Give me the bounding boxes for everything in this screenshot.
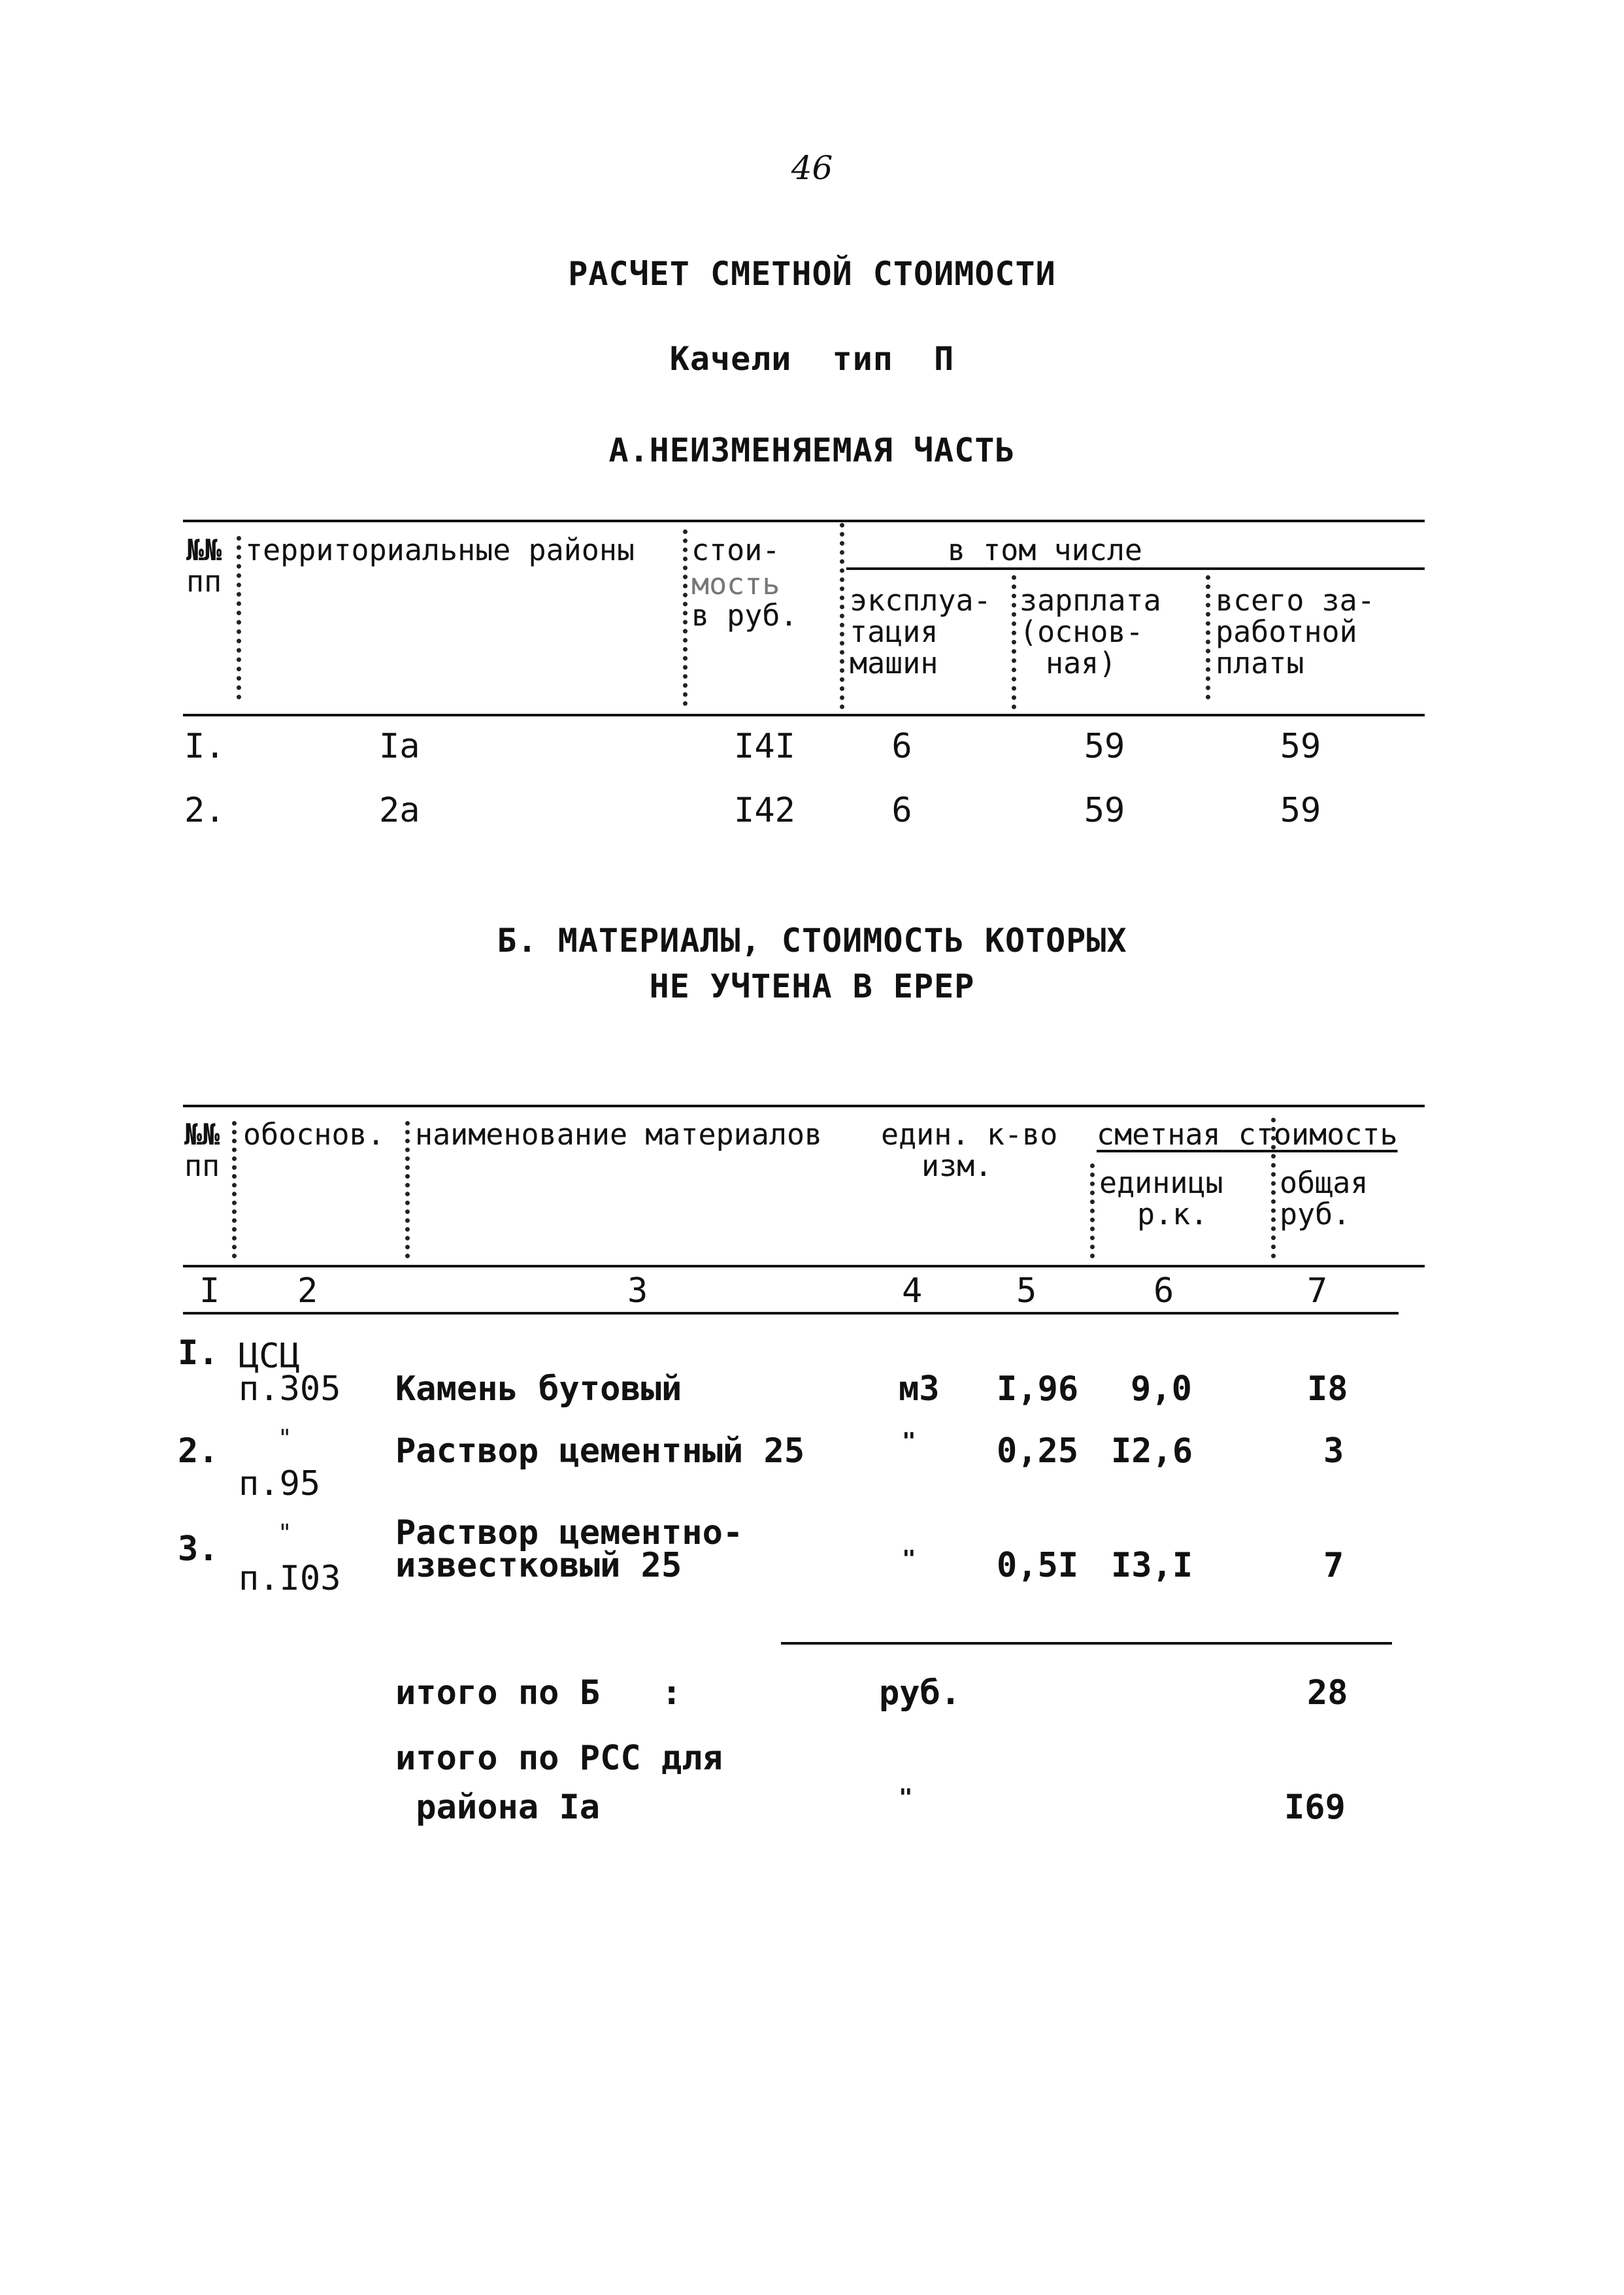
row-number: 2. <box>184 791 225 830</box>
district: Iа <box>379 727 420 766</box>
unit-cost: I3,I <box>1111 1546 1193 1585</box>
basis-item: п.305 <box>239 1369 341 1409</box>
column-divider <box>237 536 241 699</box>
column-divider <box>1090 1164 1095 1258</box>
header-basis: обоснов. <box>243 1117 385 1152</box>
district: 2а <box>379 791 420 830</box>
material-name-2: известковый 25 <box>395 1546 682 1585</box>
header-unit-cost-1: единицы <box>1099 1165 1223 1200</box>
total-cost: 3 <box>1323 1432 1344 1471</box>
totals-rule <box>781 1642 1392 1645</box>
table-a-header-rule <box>183 714 1425 716</box>
header-districts: территориальные районы <box>245 533 635 567</box>
column-number: 6 <box>1153 1271 1174 1311</box>
salary: 59 <box>1084 727 1125 766</box>
header-salary-2: (основ- <box>1019 614 1144 649</box>
cost: I42 <box>734 791 795 830</box>
cost: I4I <box>734 727 795 766</box>
row-number: 3. <box>178 1530 219 1569</box>
basis-source: ЦСЦ <box>239 1337 300 1376</box>
unit: " <box>902 1546 916 1573</box>
material-name: Камень бутовый <box>395 1369 682 1409</box>
unit-cost: 9,0 <box>1131 1369 1192 1409</box>
unit: м3 <box>899 1369 940 1409</box>
total-b-value: 28 <box>1307 1673 1348 1713</box>
column-divider <box>1206 575 1210 699</box>
header-quantity: к-во <box>987 1117 1058 1152</box>
header-cost-3: в руб. <box>691 598 798 633</box>
column-divider <box>405 1121 410 1258</box>
header-unit-2: изм. <box>921 1148 993 1183</box>
header-total-1: всего за- <box>1216 583 1375 618</box>
unit-cost: I2,6 <box>1111 1432 1193 1471</box>
header-num: №№ <box>184 1117 220 1152</box>
header-total-3: платы <box>1216 646 1304 680</box>
section-b-title-2: НЕ УЧТЕНА В ЕРЕР <box>649 967 975 1005</box>
column-divider <box>683 529 688 706</box>
header-exploitation-1: эксплуа- <box>850 583 991 618</box>
total-rss-label: итого по РСС для <box>395 1739 723 1778</box>
table-a-sub-rule <box>846 567 1425 570</box>
table-b-top-rule <box>183 1105 1425 1107</box>
row-number: I. <box>178 1333 219 1373</box>
header-including: в том числе <box>948 533 1143 567</box>
column-number: I <box>199 1271 220 1311</box>
column-divider <box>232 1121 237 1258</box>
header-material-name: наименование материалов <box>415 1117 823 1152</box>
quantity: 0,25 <box>997 1432 1079 1471</box>
header-exploitation-2: тация <box>850 614 938 649</box>
unit: " <box>902 1428 916 1455</box>
header-exploitation-3: машин <box>850 646 938 680</box>
total-rss-value: I69 <box>1284 1788 1346 1827</box>
table-b-numbers-rule <box>183 1312 1399 1315</box>
document-subtitle: Качели тип П <box>669 340 955 378</box>
header-salary-1: зарплата <box>1019 583 1161 618</box>
column-divider <box>840 523 844 709</box>
table-b-header-rule <box>183 1265 1425 1267</box>
section-b-title-1: Б. МАТЕРИАЛЫ, СТОИМОСТЬ КОТОРЫХ <box>497 922 1127 960</box>
total-b-label: итого по Б : <box>395 1673 682 1713</box>
header-total-cost-2: руб. <box>1280 1197 1351 1231</box>
header-salary-3: ная) <box>1046 646 1117 680</box>
header-unit-1: един. <box>881 1117 970 1152</box>
salary: 59 <box>1084 791 1125 830</box>
total-cost: I8 <box>1307 1369 1348 1409</box>
header-total-cost-1: общая <box>1280 1165 1368 1200</box>
material-name: Раствор цементно- <box>395 1513 744 1552</box>
page-number: 46 <box>791 149 833 187</box>
row-number: 2. <box>178 1432 219 1471</box>
column-number: 7 <box>1307 1271 1328 1311</box>
table-a-top-rule <box>183 520 1425 522</box>
header-estimated-cost: сметная стоимость <box>1097 1117 1398 1152</box>
basis-item: п.95 <box>239 1464 321 1503</box>
header-cost-2: мость <box>691 567 780 601</box>
total-cost: 7 <box>1323 1546 1344 1585</box>
header-cost-1: стои- <box>691 533 780 567</box>
total-rss-label-2: района Iа <box>395 1788 601 1827</box>
column-divider <box>1012 575 1016 709</box>
total-rss-unit: " <box>899 1784 913 1811</box>
quantity: I,96 <box>997 1369 1079 1409</box>
column-number: 4 <box>902 1271 923 1311</box>
header-unit-cost-2: р.к. <box>1137 1197 1208 1231</box>
quantity: 0,5I <box>997 1546 1079 1585</box>
column-number: 5 <box>1016 1271 1037 1311</box>
header-num: №№ <box>186 533 222 567</box>
exploitation: 6 <box>891 791 912 830</box>
header-num-2: пп <box>184 1148 220 1183</box>
ditto-mark: " <box>278 1520 292 1547</box>
ditto-mark: " <box>278 1425 292 1452</box>
header-num-2: пп <box>186 564 222 599</box>
column-number: 2 <box>297 1271 318 1311</box>
exploitation: 6 <box>891 727 912 766</box>
material-name: Раствор цементный 25 <box>395 1432 805 1471</box>
document-title: РАСЧЕТ СМЕТНОЙ СТОИМОСТИ <box>568 255 1056 293</box>
total-b-unit: руб. <box>879 1673 961 1713</box>
column-number: 3 <box>627 1271 648 1311</box>
header-total-2: работной <box>1216 614 1357 649</box>
basis-item: п.I03 <box>239 1559 341 1598</box>
section-a-title: А.НЕИЗМЕНЯЕМАЯ ЧАСТЬ <box>608 431 1016 469</box>
total-salary: 59 <box>1280 791 1321 830</box>
row-number: I. <box>184 727 225 766</box>
total-salary: 59 <box>1280 727 1321 766</box>
